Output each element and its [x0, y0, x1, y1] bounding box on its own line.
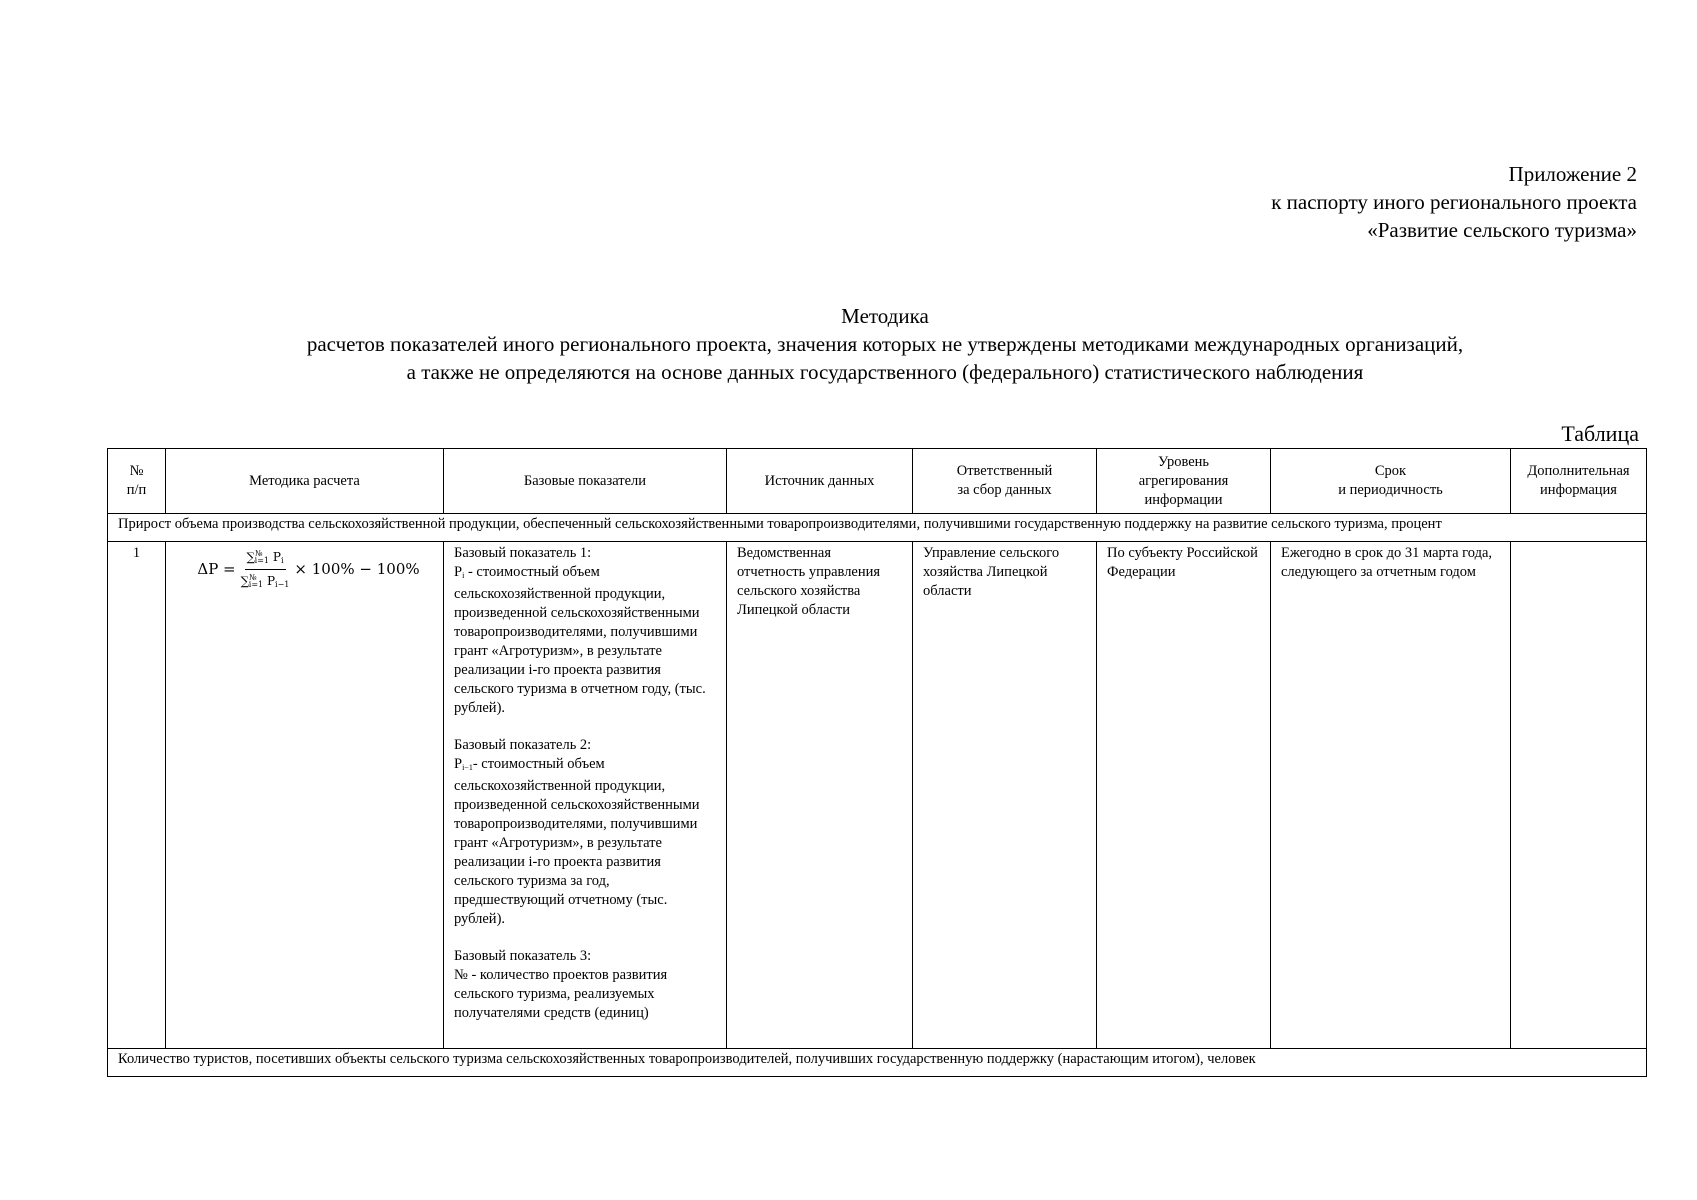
calculation-formula — [176, 546, 433, 593]
indicator-group-1: Прирост объема производства сельскохозяйственной продукции, обеспеченный сельскохозяйственными товаропроизводителями, получившими государственную поддержку на развитие сельского туризма, процент — [108, 514, 1647, 542]
header-source: Источник данных — [727, 449, 913, 514]
term-cell: Ежегодно в срок до 31 марта года, следующего за отчетным годом — [1271, 542, 1511, 1049]
methodology-table — [107, 448, 1647, 1077]
table-caption: Таблица — [1561, 421, 1639, 446]
indicator-group-row — [108, 514, 1647, 542]
header-method: Методика расчета — [166, 449, 444, 514]
base-indicator-2: Базовый показатель 2: Pi−1- стоимостный объем сельскохозяйственной продукции, произведенной сельскохозяйственными товаропроизводителями, получившими грант «Агротуризм», в результате реализации i-го проекта развития сельского туризма за год, предшествующий отчетному (тыс. рублей). — [454, 736, 716, 929]
formula-fraction — [239, 546, 292, 593]
responsible-cell: Управление сельского хозяйства Липецкой области — [913, 542, 1097, 1049]
header-extra: Дополнительная информация — [1511, 449, 1647, 514]
appendix-line-3: «Развитие сельского туризма» — [1367, 218, 1637, 242]
formula-lhs: ΔP = — [197, 560, 236, 578]
header-responsible: Ответственный за сбор данных — [913, 449, 1097, 514]
extra-cell — [1511, 542, 1647, 1049]
appendix-header — [1271, 160, 1637, 244]
method-cell — [166, 542, 444, 1049]
base-indicator-title: Базовый показатель 3: — [454, 948, 592, 964]
base-indicators-cell — [444, 542, 727, 1049]
formula-rhs: × 100% − 100% — [294, 560, 420, 578]
source-cell: Ведомственная отчетность управления сельского хозяйства Липецкой области — [727, 542, 913, 1049]
base-indicator-1: Базовый показатель 1: Pi - стоимостный объем сельскохозяйственной продукции, произведенной сельскохозяйственными товаропроизводителями, получившими грант «Агротуризм», в результате реализации i-го проекта развития сельского туризма в отчетном году, (тыс. рублей). — [454, 544, 716, 718]
base-indicator-3: Базовый показатель 3: № - количество проектов развития сельского туризма, реализуемых получателями средств (единиц) — [454, 947, 716, 1023]
indicator-group-2: Количество туристов, посетивших объекты сельского туризма сельскохозяйственных товаропроизводителей, получивших государственную поддержку (нарастающим итогом), человек — [108, 1049, 1647, 1077]
formula-denominator: ∑№i=1 Pi−1 — [240, 573, 290, 589]
appendix-line-1: Приложение 2 — [1508, 162, 1637, 186]
header-term: Срок и периодичность — [1271, 449, 1511, 514]
title-line-1: Методика — [841, 304, 929, 328]
table-header-row — [108, 449, 1647, 514]
base-indicator-title: Базовый показатель 1: — [454, 545, 592, 561]
indicator-group-row — [108, 1049, 1647, 1077]
header-num: № п/п — [108, 449, 166, 514]
title-line-3: а также не определяются на основе данных государственного (федерального) статистического наблюдения — [406, 360, 1364, 384]
formula-numerator: ∑№i=1 Pi — [245, 546, 286, 570]
base-indicator-title: Базовый показатель 2: — [454, 737, 592, 753]
title-line-2: расчетов показателей иного регионального проекта, значения которых не утверждены методиками международных организаций, — [306, 332, 1464, 356]
header-level: Уровень агрегирования информации — [1097, 449, 1271, 514]
document-title — [110, 302, 1660, 386]
table-row — [108, 542, 1647, 1049]
base-indicator-text: - стоимостный объем сельскохозяйственной продукции, произведенной сельскохозяйственными товаропроизводителями, получившими грант «Агротуризм», в результате реализации i-го проекта развития сельского туризма в отчетном году, (тыс. рублей). — [454, 564, 706, 716]
row-number: 1 — [108, 542, 166, 1049]
base-indicator-text: - стоимостный объем сельскохозяйственной продукции, произведенной сельскохозяйственными товаропроизводителями, получившими грант «Агротуризм», в результате реализации i-го проекта развития сельского туризма за год, предшествующий отчетному (тыс. рублей). — [454, 756, 700, 927]
level-cell: По субъекту Российской Федерации — [1097, 542, 1271, 1049]
appendix-line-2: к паспорту иного регионального проекта — [1271, 190, 1637, 214]
header-base: Базовые показатели — [444, 449, 727, 514]
base-indicator-text: - количество проектов развития сельского туризма, реализуемых получателями средств (единиц) — [454, 967, 668, 1021]
